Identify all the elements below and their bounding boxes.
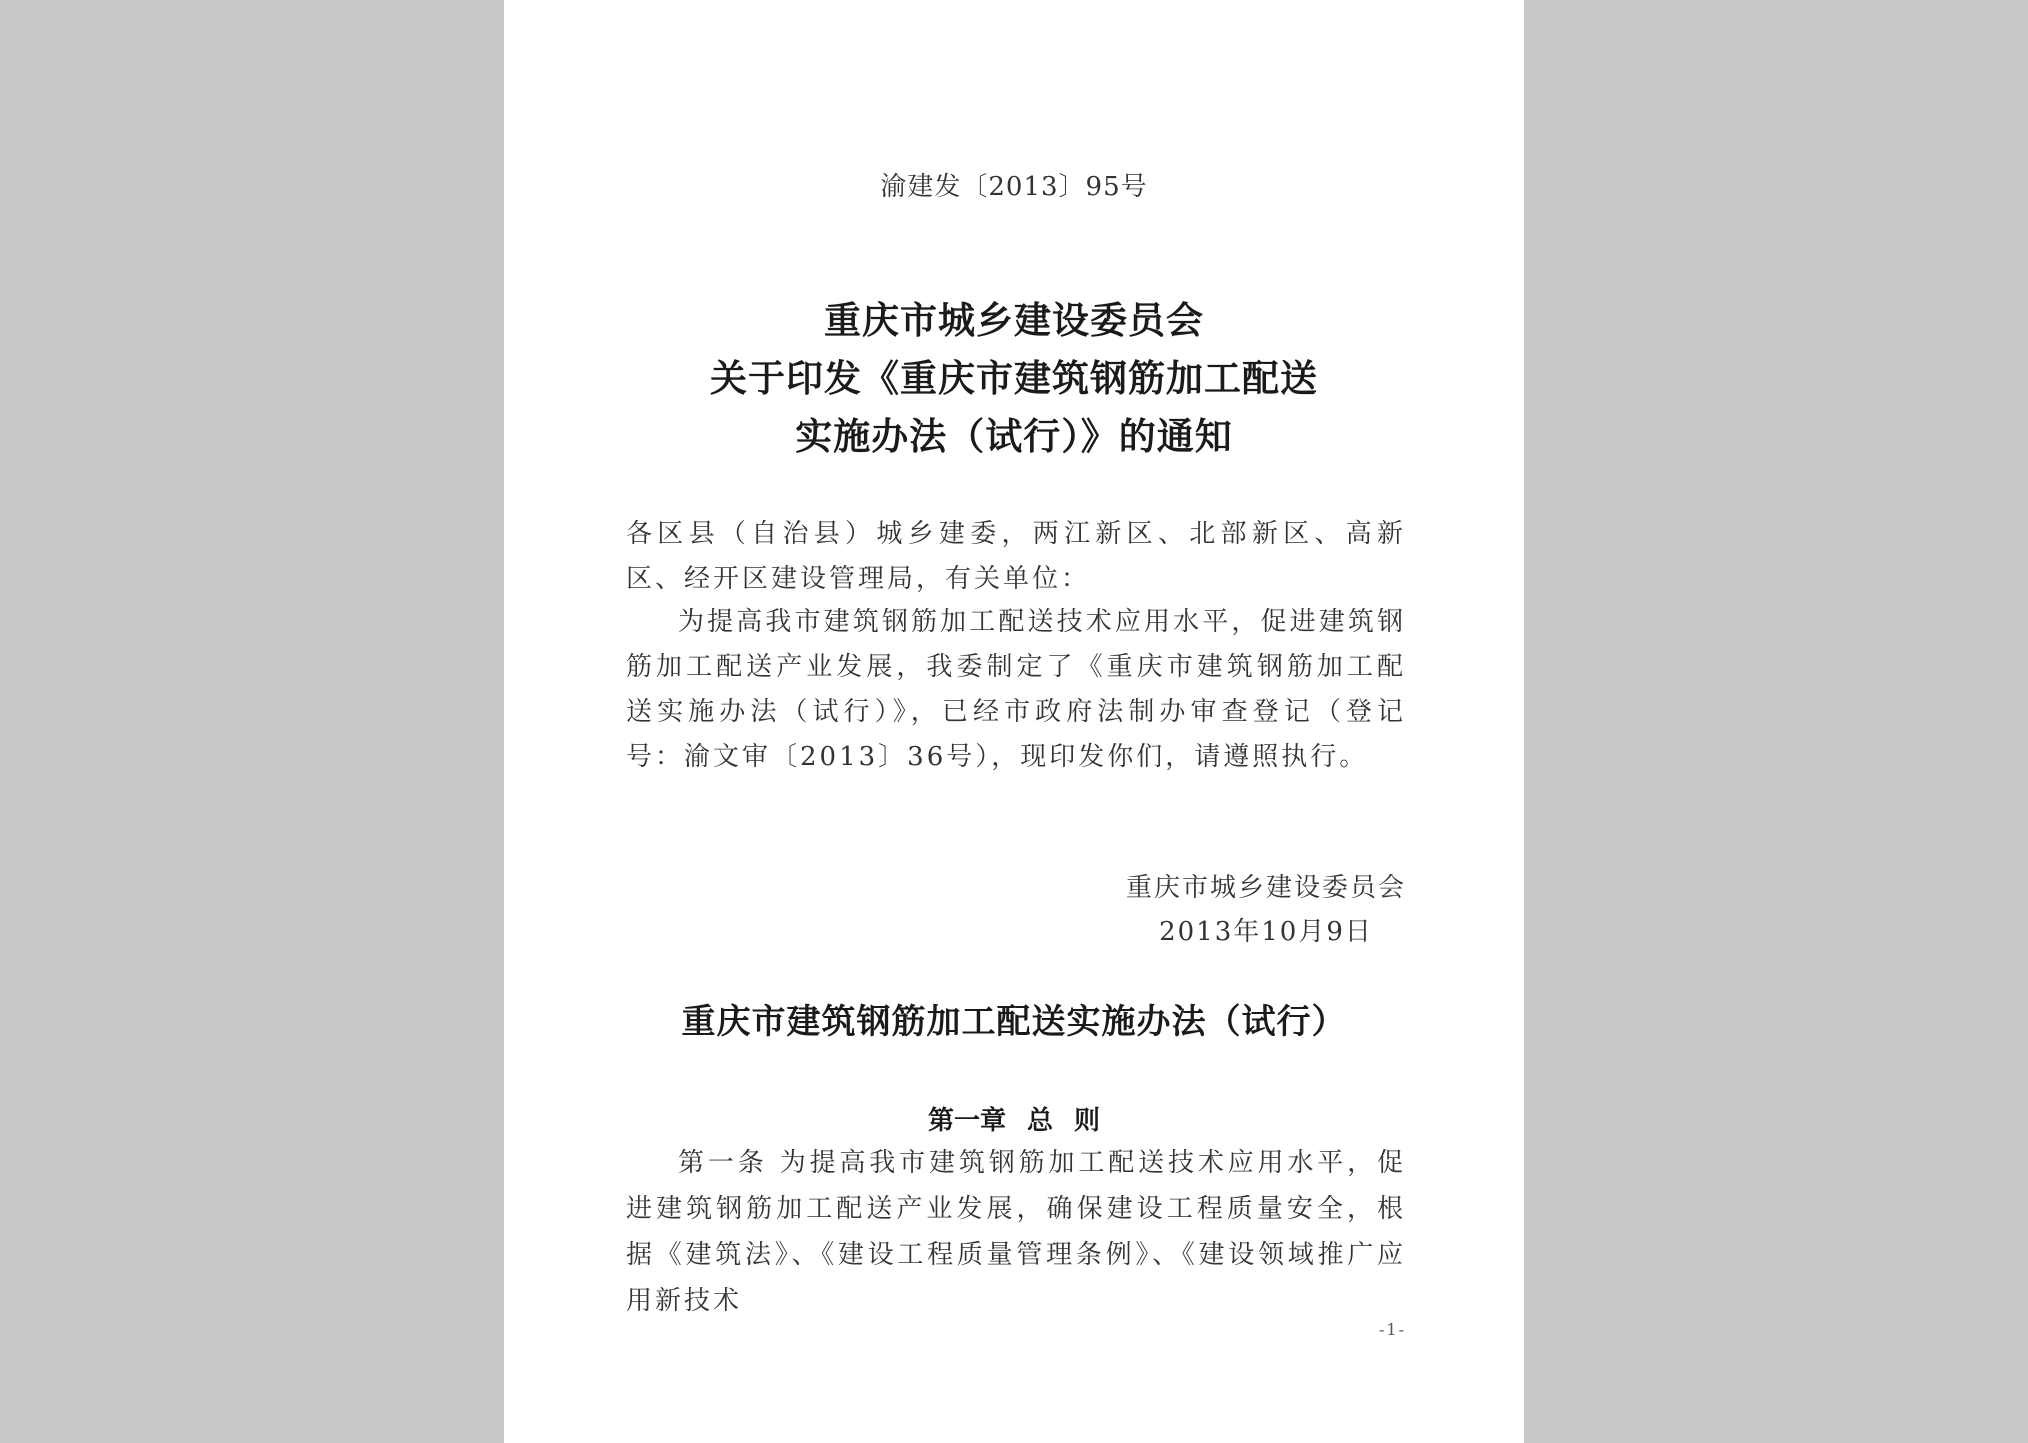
notice-title-line-1: 重庆市城乡建设委员会 bbox=[824, 299, 1204, 342]
document-page bbox=[504, 0, 1524, 1443]
signature-block bbox=[1126, 866, 1406, 954]
measure-title: 重庆市建筑钢筋加工配送实施办法（试行） bbox=[681, 1002, 1347, 1042]
signature-date: 2013年10月9日 bbox=[1159, 917, 1373, 947]
notice-body-paragraph: 为提高我市建筑钢筋加工配送技术应用水平，促进建筑钢筋加工配送产业发展，我委制定了《重庆市建筑钢筋加工配送实施办法（试行）》，已经市政府法制办审查登记（登记号：渝文审〔2013〕36号），现印发你们，请遵照执行。 bbox=[626, 607, 1406, 772]
signature-organization: 重庆市城乡建设委员会 bbox=[1125, 873, 1406, 903]
notice-title bbox=[504, 292, 1524, 466]
notice-title-line-2: 关于印发《重庆市建筑钢筋加工配送 bbox=[710, 357, 1318, 400]
article-1-text: 第一条 为提高我市建筑钢筋加工配送技术应用水平，促进建筑钢筋加工配送产业发展，确保建设工程质量安全，根据《建筑法》、《建设工程质量管理条例》、《建设领域推广应用新技术 bbox=[626, 1148, 1406, 1316]
document-number: 渝建发〔2013〕95号 bbox=[880, 172, 1148, 202]
chapter-title: 第一章 总 则 bbox=[927, 1106, 1101, 1136]
notice-title-line-3: 实施办法（试行）》的通知 bbox=[795, 415, 1233, 458]
notice-body bbox=[626, 600, 1406, 780]
addressee: 各区县（自治县）城乡建委，两江新区、北部新区、高新区、经开区建设管理局，有关单位： bbox=[626, 519, 1406, 594]
article-1 bbox=[626, 1140, 1406, 1324]
page-number: -1- bbox=[1379, 1320, 1406, 1339]
